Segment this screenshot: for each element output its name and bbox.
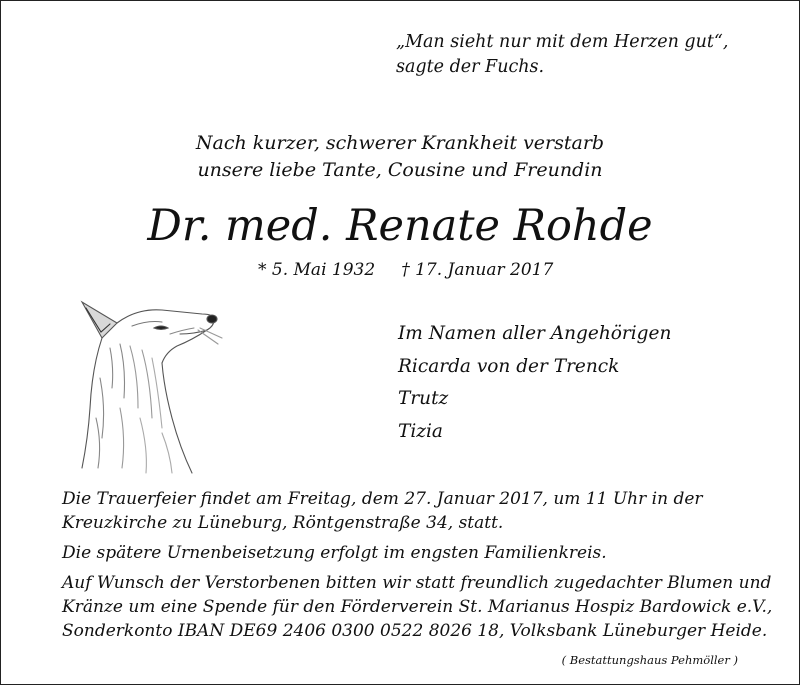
quote-line-1: „Man sieht nur mit dem Herzen gut“, <box>396 32 729 52</box>
life-dates <box>258 258 553 282</box>
donation-line-2: Kränze um eine Spende für den Förderverein St. Marianus Hospiz Bardowick e.V., <box>62 597 773 617</box>
signatories <box>398 318 671 448</box>
death-date: † 17. Januar 2017 <box>401 260 554 280</box>
funeral-details <box>62 487 773 643</box>
fox-portrait-icon <box>62 268 248 478</box>
epigraph-quote <box>396 30 728 80</box>
signer-line: Ricarda von der Trenck <box>398 355 620 377</box>
signer-line: Trutz <box>398 388 449 409</box>
intro-line-1: Nach kurzer, schwerer Krankheit verstarb <box>195 132 605 154</box>
intro-line-2: unsere liebe Tante, Cousine und Freundin <box>197 159 603 181</box>
birth-date: * 5. Mai 1932 <box>258 260 376 280</box>
donation-line-1: Auf Wunsch der Verstorbenen bitten wir statt freundlich zugedachter Blumen und <box>62 573 772 593</box>
ceremony-line-1: Die Trauerfeier findet am Freitag, dem 27. Januar 2017, um 11 Uhr in der <box>62 489 703 509</box>
signer-line: Im Namen aller Angehörigen <box>398 323 672 344</box>
urn-burial-note: Die spätere Urnenbeisetzung erfolgt im engsten Familienkreis. <box>62 543 607 563</box>
deceased-name: Dr. med. Renate Rohde <box>147 201 653 251</box>
donation-line-3: Sonderkonto IBAN DE69 2406 0300 0522 8026 18, Volksbank Lüneburger Heide. <box>62 621 768 641</box>
funeral-home-credit: ( Bestattungshaus Pehmöller ) <box>561 653 738 667</box>
signer-line: Tizia <box>398 420 443 442</box>
quote-line-2: sagte der Fuchs. <box>396 57 545 77</box>
ceremony-line-2: Kreuzkirche zu Lüneburg, Röntgenstraße 34, statt. <box>62 513 504 533</box>
announcement-intro <box>0 130 800 184</box>
